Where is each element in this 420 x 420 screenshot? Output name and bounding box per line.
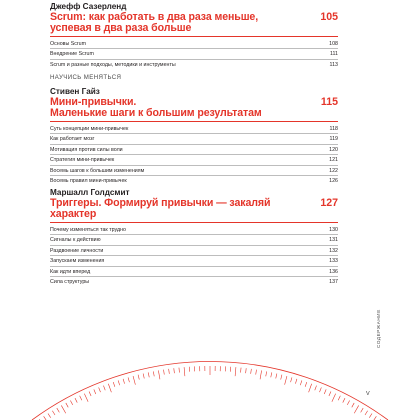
arc-tick (84, 394, 88, 402)
arc-tick (174, 368, 175, 373)
arc-tick (179, 368, 180, 373)
arc-tick (285, 376, 287, 385)
book-author: Маршалл Голдсмит (50, 188, 130, 197)
arc-tick (305, 382, 307, 387)
arc-tick (276, 374, 277, 379)
arc-tick (256, 370, 257, 375)
book-page-number: 127 (320, 197, 338, 209)
chapter-page: 136 (329, 268, 338, 275)
arc-tick (48, 414, 51, 418)
book-title-line: Scrum: как работать в два раза меньше, (50, 11, 259, 23)
arc-tick (365, 411, 368, 415)
chapter-title: Стратегия мини-привычек (50, 157, 115, 164)
arc-tick (260, 370, 262, 379)
arc-tick (300, 380, 302, 385)
chapter-page: 137 (329, 279, 338, 286)
chapter-title: Раздвоение личности (50, 247, 104, 254)
chapter-title: Суть концепции мини-привычек (50, 125, 129, 132)
arc-tick (184, 367, 185, 376)
chapter-title: Внедрение Scrum (50, 51, 94, 58)
arc-ticks (39, 366, 380, 420)
chapter-title: Как идти вперед (50, 268, 91, 275)
chapter-page: 119 (329, 136, 338, 143)
arc-tick (235, 367, 236, 376)
chapter-title: Восемь правил мини-привычек (50, 178, 127, 185)
chapter-title: Сила структуры (50, 279, 90, 286)
side-label: СОДЕРЖАНИЕ (376, 309, 381, 348)
chapter-page: 121 (329, 157, 338, 164)
chapter-title: Восемь шагов к большим изменениям (50, 167, 145, 174)
arc-tick (61, 405, 65, 413)
chapter-title: Основы Scrum (50, 40, 87, 47)
arc-tick (113, 382, 115, 387)
arc-tick (241, 368, 242, 373)
arc-tick (369, 414, 372, 418)
arc-tick (153, 371, 154, 376)
arc-tick (70, 400, 72, 404)
arc-tick (266, 371, 267, 376)
book-page-number: 115 (320, 96, 338, 108)
arc-tick (138, 375, 139, 380)
book-page-number: 105 (320, 11, 338, 23)
arc-tick (329, 391, 331, 396)
arc-tick (158, 370, 160, 379)
book-title-line: успевая в два раза больше (50, 22, 192, 35)
arc-tick (94, 389, 96, 394)
arc-tick (123, 379, 124, 384)
arc-tick (295, 379, 296, 384)
chapter-title: Сигналы к действию (50, 237, 101, 244)
chapter-title: Мотивация против силы воли (50, 146, 123, 153)
arc-tick (103, 386, 105, 391)
book-title-line: Маленькие шаги к большим результатам (50, 107, 262, 120)
chapter-page: 132 (329, 247, 338, 254)
chapter-page: 108 (329, 40, 338, 47)
arc-tick (338, 396, 340, 401)
arc-tick (108, 384, 111, 392)
chapter-page: 131 (329, 237, 338, 244)
arc-tick (133, 376, 135, 385)
chapter-title: Scrum и разные подходы, методики и инструменты (50, 61, 176, 68)
chapter-page: 122 (329, 167, 338, 174)
chapter-title: Как работает мозг (50, 136, 95, 143)
chapter-title: Запускаем изменения (50, 258, 105, 265)
arc-tick (315, 386, 317, 391)
arc-tick (164, 370, 165, 375)
arc-tick (66, 403, 68, 407)
chapter-page: 130 (329, 226, 338, 233)
arc-tick (320, 387, 322, 392)
arc-tick (169, 369, 170, 374)
arc-tick (374, 416, 377, 420)
chapter-page: 133 (329, 258, 338, 265)
arc-tick (99, 387, 101, 392)
arc-tick (291, 377, 292, 382)
arc-tick (148, 372, 149, 377)
arc-tick (324, 389, 326, 394)
arc-tick (309, 384, 312, 392)
book-title-line: Мини-привычки. (50, 96, 137, 108)
arc-tick (354, 405, 358, 413)
arc-tick (80, 396, 82, 401)
arc-tick (251, 369, 252, 374)
chapter-title: Почему изменяться так трудно (50, 226, 126, 233)
book-author: Джефф Сазерленд (50, 2, 127, 11)
arc-tick (143, 374, 144, 379)
book-author: Стивен Гайз (50, 87, 100, 96)
page-number: V (366, 391, 370, 397)
chapter-page: 120 (329, 146, 338, 153)
arc-tick (352, 403, 354, 407)
arc-tick (361, 408, 364, 412)
arc-tick (89, 391, 91, 396)
section-label: НАУЧИСЬ МЕНЯТЬСЯ (50, 74, 122, 81)
chapter-page: 111 (329, 51, 338, 58)
arc-tick (128, 377, 129, 382)
arc-tick (281, 375, 282, 380)
arc-tick (332, 394, 336, 402)
book-title-line: характер (50, 208, 97, 221)
chapter-page: 113 (329, 61, 338, 68)
chapter-page: 126 (329, 178, 338, 185)
arc-tick (246, 368, 247, 373)
arc-tick (343, 398, 345, 402)
arc-tick (118, 380, 120, 385)
arc-tick (347, 400, 349, 404)
arc-tick (271, 372, 272, 377)
arc-tick (44, 416, 47, 420)
arc-tick (75, 398, 77, 402)
book-title-line: Триггеры. Формируй привычки — закаляй (50, 197, 271, 209)
arc-tick (52, 411, 55, 415)
chapter-page: 118 (329, 125, 338, 132)
arc-tick (57, 408, 60, 412)
